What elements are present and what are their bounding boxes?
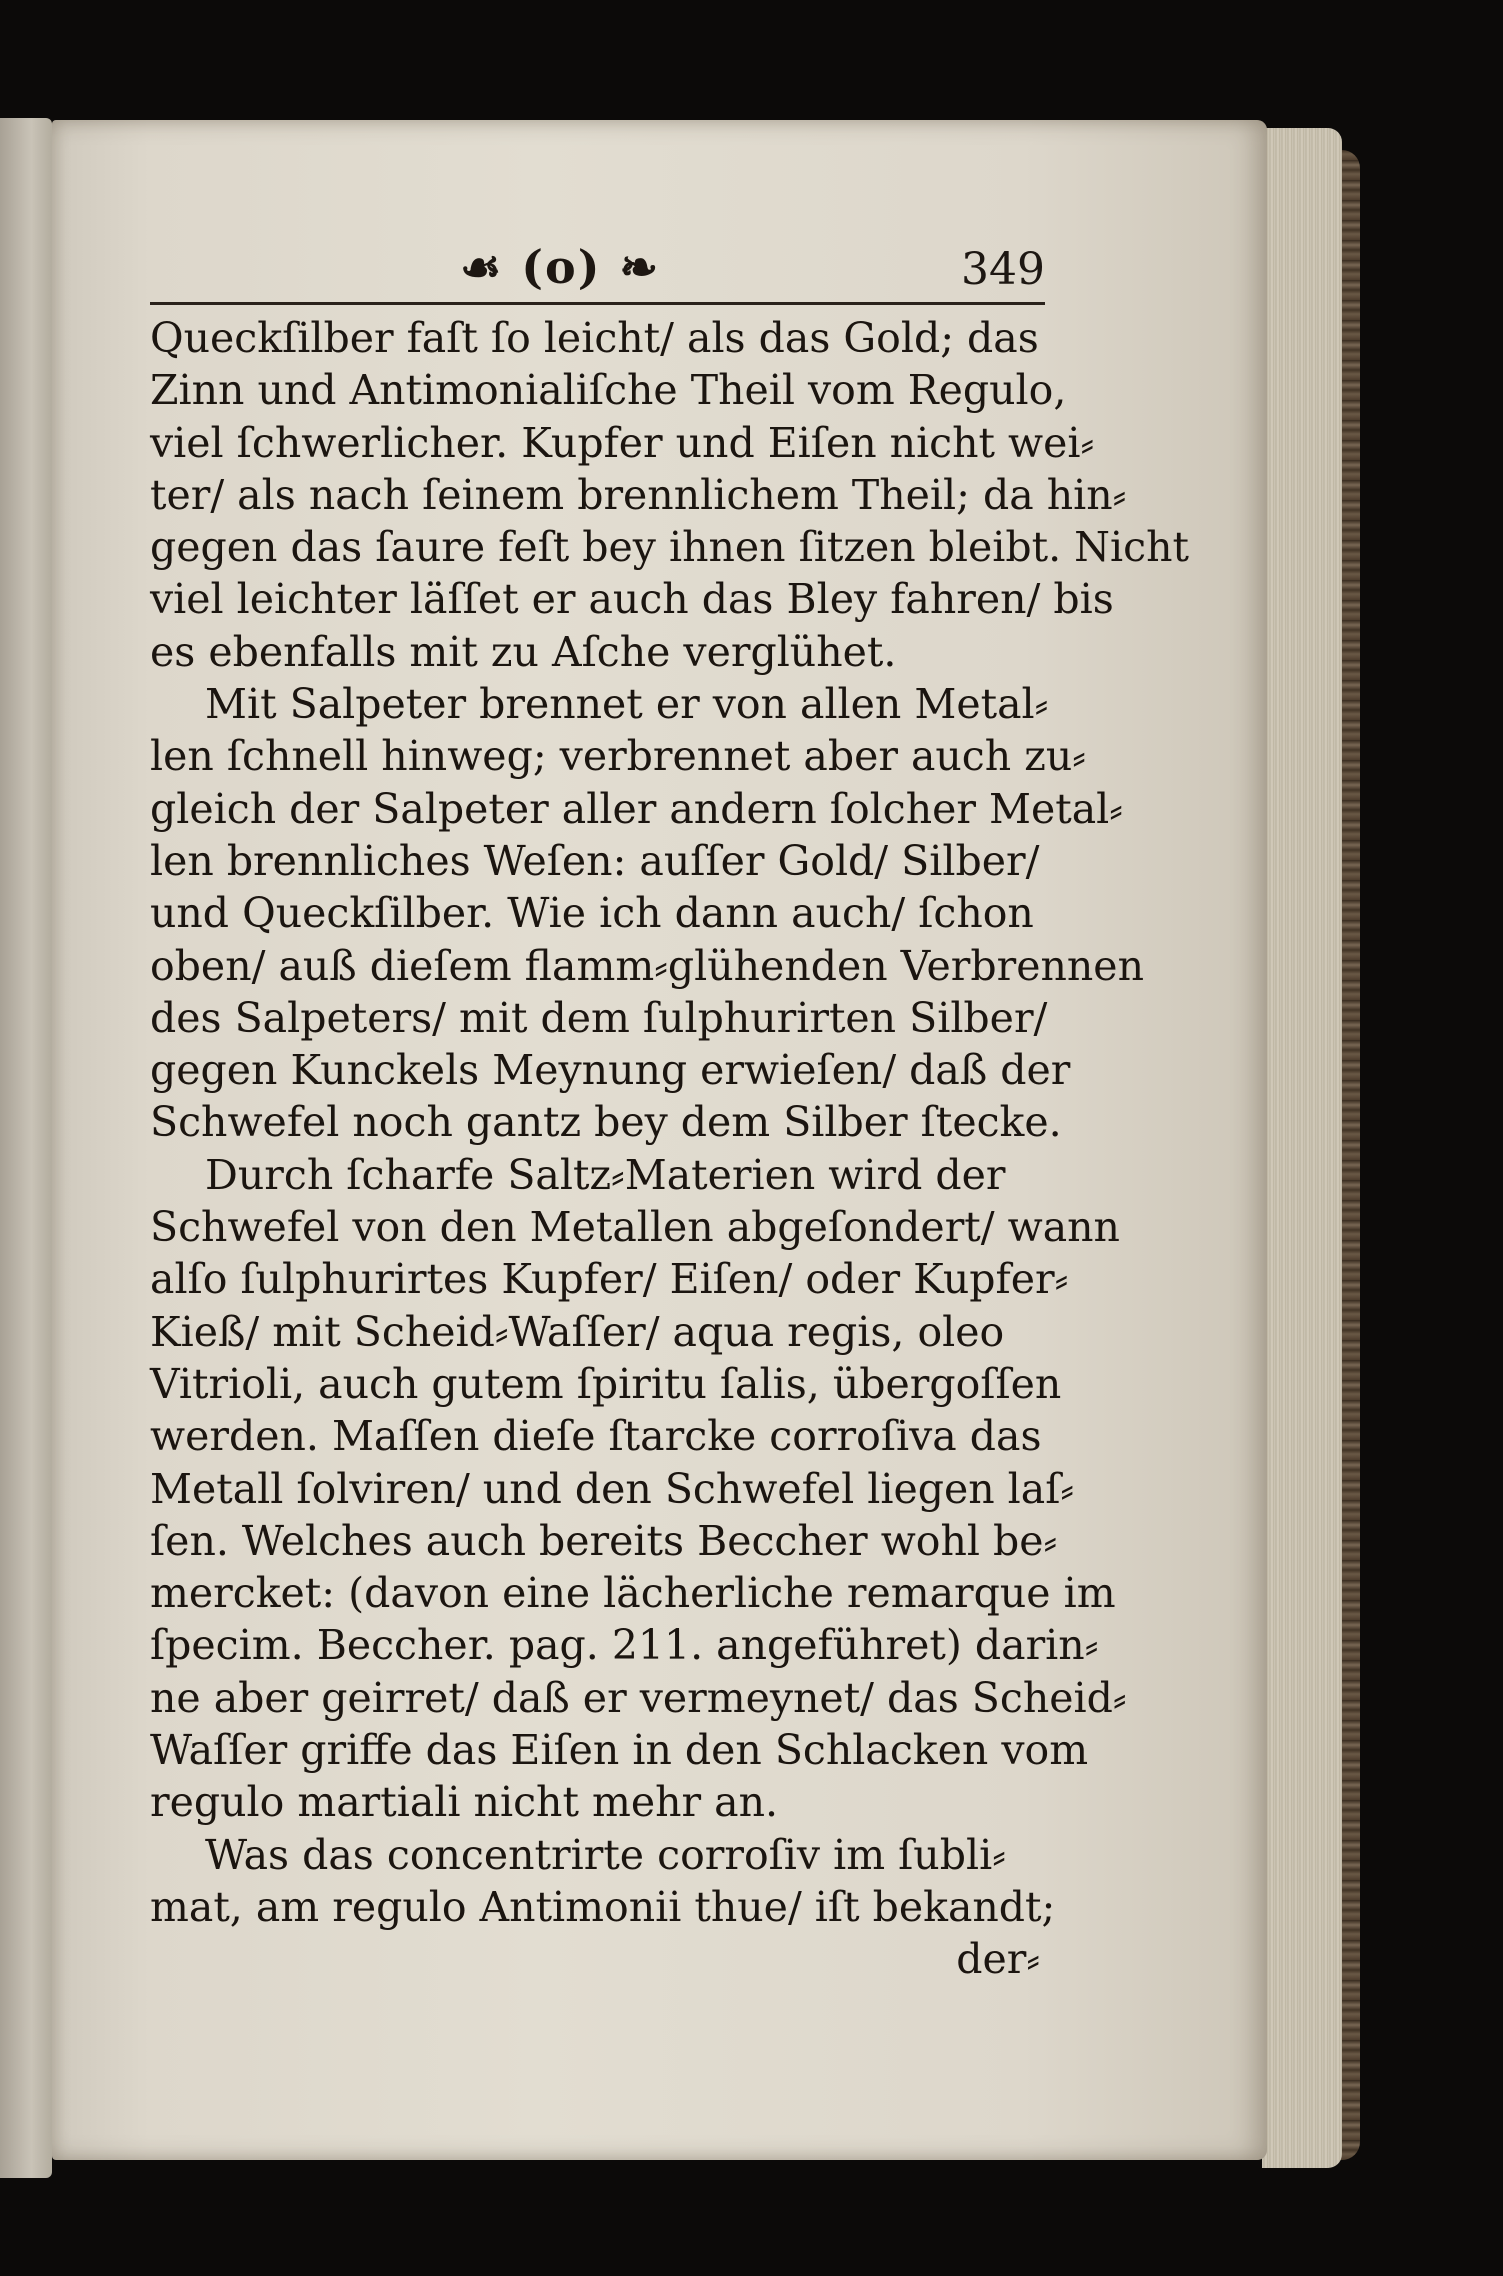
text-line: mercket: (davon eine lächerliche remarque im xyxy=(150,1569,1116,1618)
text-line: Kieß/ mit Scheid⸗Waſſer/ aqua regis, oleo xyxy=(150,1307,1005,1356)
paragraph-start-line: Durch ſcharfe Saltz⸗Materien wird der xyxy=(205,1150,1006,1199)
text-line: Schwefel noch gantz bey dem Silber ſtecke. xyxy=(150,1098,1062,1147)
text-line: len ſchnell hinweg; verbrennet aber auch zu⸗ xyxy=(150,732,1086,781)
text-line: Metall ſolviren/ und den Schwefel liegen laſ⸗ xyxy=(150,1464,1075,1513)
text-line: des Salpeters/ mit dem ſulphurirten Silber/ xyxy=(150,993,1048,1042)
running-header xyxy=(150,240,1045,300)
text-line: Waſſer griffe das Eiſen in den Schlacken vom xyxy=(150,1726,1089,1775)
text-line: und Queckſilber. Wie ich dann auch/ ſchon xyxy=(150,889,1034,938)
text-line: gegen Kunckels Meynung erwieſen/ daß der xyxy=(150,1046,1071,1095)
text-line: gegen das ſaure feſt bey ihnen ſitzen bleibt. Nicht xyxy=(150,523,1190,572)
left-page-edge xyxy=(0,118,52,2178)
text-line: regulo martiali nicht mehr an. xyxy=(150,1778,779,1827)
text-line: len brennliches Weſen: auſſer Gold/ Silber/ xyxy=(150,836,1040,885)
text-line: Queckſilber faſt ſo leicht/ als das Gold; das xyxy=(150,314,1039,362)
paragraph-start-line: Was das concentrirte corroſiv im ſubli⸗ xyxy=(205,1830,1006,1879)
paragraph-start-line: Mit Salpeter brennet er von allen Metal⸗ xyxy=(205,680,1049,729)
header-rule xyxy=(150,302,1045,305)
text-line: ter/ als nach ſeinem brennlichem Theil; da hin⸗ xyxy=(150,470,1127,519)
header-ornament: ☙ (o) ❧ xyxy=(460,240,661,294)
text-line: es ebenfalls mit zu Aſche verglühet. xyxy=(150,627,897,676)
text-line: gleich der Salpeter aller andern ſolcher Metal⸗ xyxy=(150,784,1123,833)
text-line: viel ſchwerlicher. Kupfer und Eiſen nicht wei⸗ xyxy=(150,418,1095,467)
text-line: ſpecim. Beccher. pag. 211. angeführet) darin⸗ xyxy=(150,1621,1099,1670)
text-line: oben/ auß dieſem flamm⸗glühenden Verbrennen xyxy=(150,941,1144,990)
text-line: alſo ſulphurirtes Kupfer/ Eiſen/ oder Kupfer⸗ xyxy=(150,1255,1069,1304)
text-line: ſen. Welches auch bereits Beccher wohl be⸗ xyxy=(150,1516,1058,1565)
catchword: der⸗ xyxy=(956,1935,1040,1984)
page-block-edge xyxy=(1262,128,1342,2168)
text-line: Zinn und Antimonialiſche Theil vom Regulo, xyxy=(150,366,1067,415)
text-line: Schwefel von den Metallen abgeſondert/ wann xyxy=(150,1203,1120,1252)
page-number: 349 xyxy=(961,244,1045,295)
text-line: viel leichter läſſet er auch das Bley fahren/ bis xyxy=(150,575,1114,624)
text-line: ne aber geirret/ daß er vermeynet/ das Scheid⸗ xyxy=(150,1673,1127,1722)
text-line: mat, am regulo Antimonii thue/ iſt bekandt; xyxy=(150,1882,1056,1931)
text-line: werden. Maſſen dieſe ſtarcke corroſiva das xyxy=(150,1412,1042,1461)
text-line: Vitrioli, auch gutem ſpiritu ſalis, übergoſſen xyxy=(150,1359,1062,1408)
body-text xyxy=(150,312,1190,1986)
